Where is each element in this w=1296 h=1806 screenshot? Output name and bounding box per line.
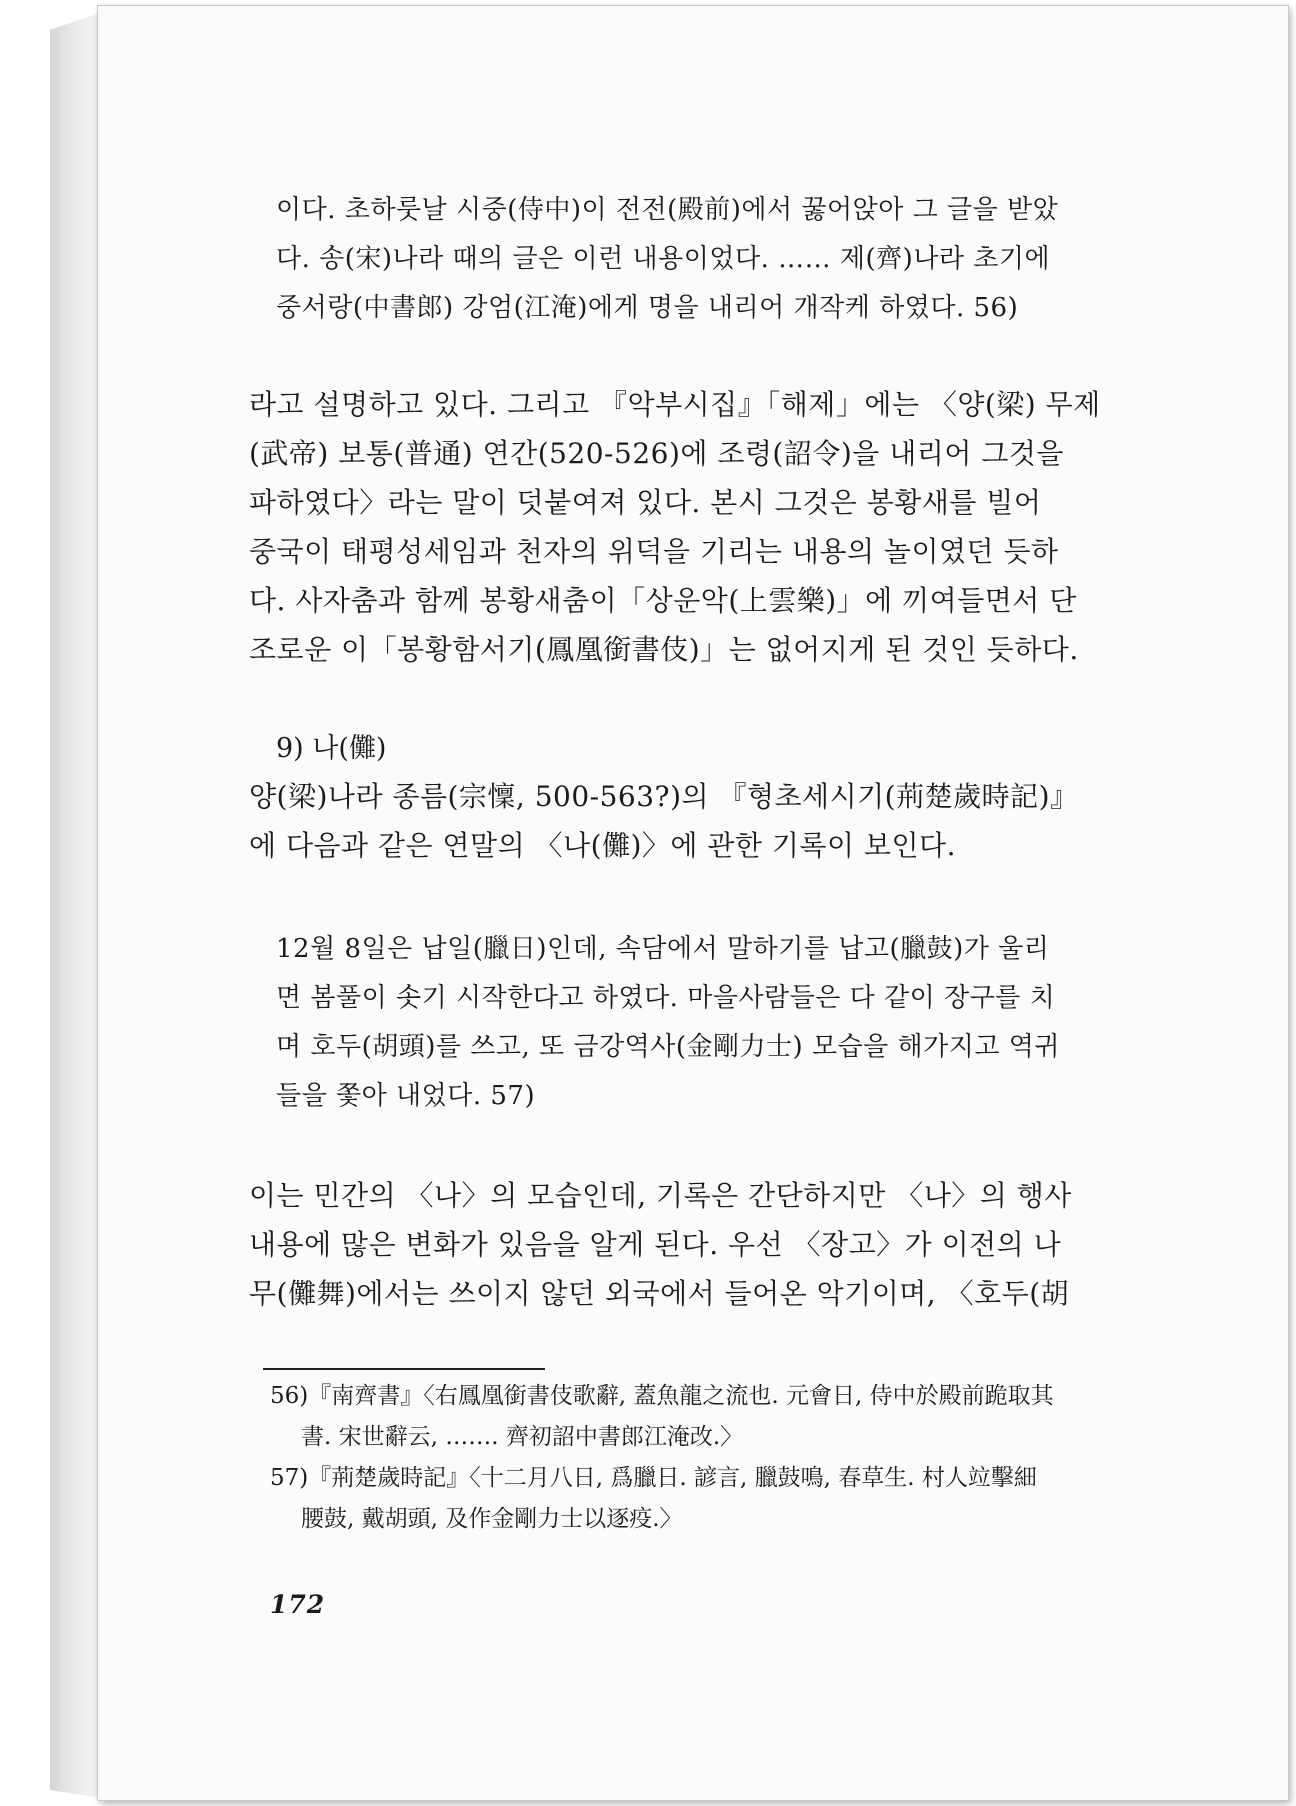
text-line: 라고 설명하고 있다. 그리고 『악부시집』「해제」에는 〈양(梁) 무제 <box>249 388 1101 421</box>
text-line: 며 호두(胡頭)를 쓰고, 또 금강역사(金剛力士) 모습을 해가지고 역귀 <box>276 1032 1061 1062</box>
text-line: 이는 민간의 〈나〉의 모습인데, 기록은 간단하지만 〈나〉의 행사 <box>249 1179 1072 1212</box>
footnote-57-line: 57)『荊楚歲時記』〈十二月八日, 爲臘日. 諺言, 臘鼓鳴, 春草生. 村人竝擊細 <box>270 1465 1037 1491</box>
text-line: (武帝) 보통(普通) 연간(520-526)에 조령(詔令)을 내리어 그것을 <box>249 437 1064 470</box>
body-paragraph-3 <box>249 1171 1072 1318</box>
text-line: 내용에 많은 변화가 있음을 알게 된다. 우선 〈장고〉가 이전의 나 <box>249 1228 1062 1261</box>
text-line: 조로운 이「봉황함서기(鳳凰銜書伎)」는 없어지게 된 것인 듯하다. <box>249 633 1079 666</box>
quote-block-1 <box>276 186 1058 333</box>
book-page-edge <box>50 12 102 1798</box>
footnote-divider <box>263 1368 545 1370</box>
footnote-56-line: 書. 宋世辭云, ……. 齊初詔中書郎江淹改.〉 <box>301 1424 744 1450</box>
text-line: 중국이 태평성세임과 천자의 위덕을 기리는 내용의 놀이였던 듯하 <box>249 535 1059 568</box>
text-line: 다. 송(宋)나라 때의 글은 이런 내용이었다. …… 제(齊)나라 초기에 <box>276 244 1051 274</box>
book-page <box>98 6 1288 1800</box>
text-line: 다. 사자춤과 함께 봉황새춤이「상운악(上雲樂)」에 끼여들면서 단 <box>249 584 1077 617</box>
footnotes <box>270 1376 1054 1540</box>
text-line: 에 다음과 같은 연말의 〈나(儺)〉에 관한 기록이 보인다. <box>249 829 956 862</box>
text-line: 파하였다〉라는 말이 덧붙여져 있다. 본시 그것은 봉황새를 빌어 <box>249 486 1042 519</box>
quote-block-2 <box>276 925 1060 1121</box>
text-line: 들을 쫓아 내었다. 57) <box>276 1081 536 1111</box>
text-line: 면 봄풀이 솟기 시작한다고 하였다. 마을사람들은 다 같이 장구를 치 <box>276 983 1056 1013</box>
footnote-57-line: 腰鼓, 戴胡頭, 及作金剛力士以逐疫.〉 <box>301 1506 683 1532</box>
footnote-56-line: 56)『南齊書』〈右鳳凰銜書伎歌辭, 蓋魚龍之流也. 元會日, 侍中於殿前跪取其 <box>270 1383 1054 1409</box>
text-line: 12월 8일은 납일(臘日)인데, 속담에서 말하기를 납고(臘鼓)가 울리 <box>276 934 1050 964</box>
text-line: 무(儺舞)에서는 쓰이지 않던 외국에서 들어온 악기이며, 〈호두(胡 <box>249 1277 1070 1310</box>
text-line: 중서랑(中書郎) 강엄(江淹)에게 명을 내리어 개작케 하였다. 56) <box>276 293 1019 323</box>
section-heading: 9) 나(儺) <box>276 733 387 764</box>
body-paragraph-2 <box>249 772 1079 870</box>
text-line: 이다. 초하룻날 시중(侍中)이 전전(殿前)에서 꿇어앉아 그 글을 받았 <box>276 195 1059 225</box>
body-paragraph-1 <box>249 380 1101 674</box>
text-line: 양(梁)나라 종름(宗懍, 500-563?)의 『형초세시기(荊楚歲時記)』 <box>249 780 1079 813</box>
page-number: 172 <box>270 1590 326 1619</box>
